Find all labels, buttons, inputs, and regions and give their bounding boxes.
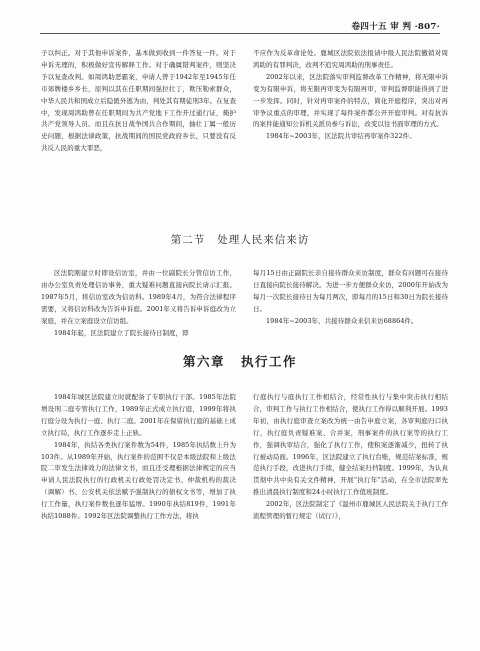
paragraph: 每月15日由正副院长亲自接待群众来访制度，群众有问题可在接待日直接向院长接待解决。为进一步方便群众来访，2000年开始改为每月一次院长接待日为每月两次，即每月的15日和30日为院长接待日。 bbox=[253, 269, 448, 313]
block1-left-column bbox=[41, 48, 236, 155]
paragraph: 1984年，执结各类执行案件数为54件，1985年执结数上升为103件。从1989年开始，执行案件的范围不仅是本级法院和上级法院二审发生法律效力的法律文书，而且还受理根据法律规定的应当申请人民法院执行的行政机关行政处罚决定书、仲裁机构的裁决（调解）书、公安机关依法赋予强制执行的债权文书等，增加了执行工作量，执行案件数也逐年猛增。1990年执结819件，1991年执结1088件。1992年区法院调整执行工作方法，将执 bbox=[41, 440, 236, 521]
section-title: 处理人民来信来访 bbox=[217, 234, 310, 246]
paragraph: 行庭执行与庭执行工作相结合，经常性执行与集中突击执行相结合，审判工作与执行工作相结合，使执行工作得以顺利开展。1993年初，由执行庭审查立案改为统一由告申庭立案，各审判庭归口执行，执行庭负责疑难案、合并案，刑事案件的执行案等的执行工作，强调执审结合，强化了执行工作，使积案逐渐减少，扭转了执行被动局面。1996年，区法院建立了执行台账，规范结案标准，规范执行手段，改进执行手续，健全结案归档制度。1999年，为认真贯彻中共中央有关文件精神，开展“执行年”活动，在全市法院率先推出清晨执行制度和24小时执行工作值班制度。 bbox=[253, 393, 448, 497]
running-head-text: 卷四十五 审 判 ·807· bbox=[351, 22, 440, 32]
paragraph: 1984年~2003年，共接待群众来信来访68864件。 bbox=[266, 316, 418, 325]
block2-left-column bbox=[41, 268, 236, 339]
block3-left-column bbox=[41, 392, 236, 523]
paragraph: 不应作为反革命论处。鹿城区法院依法报请中级人民法院撤销对周鸿助的有罪判决，改判不追究周鸿助的刑事责任。 bbox=[253, 49, 448, 69]
chapter-number: 第六章 bbox=[182, 354, 225, 369]
chapter-heading bbox=[0, 352, 480, 370]
paragraph: 1984年起，区法院建立了院长接待日制度，即 bbox=[54, 328, 189, 337]
paragraph: 1984年城区法院建立时就配备了专职执行干部。1985年法院增设刑二庭专管执行工作，1989年正式成立执行庭，1999年将执行庭分设为执行一庭、执行二庭。2001年在保留执行庭的基础上成立执行局，执行工作逐步走上正轨。 bbox=[41, 393, 236, 437]
section-heading bbox=[0, 232, 480, 247]
paragraph: 子以纠正。对于其他申诉案件，基本做到收到一件答复一件。对于申诉无理的，积极做好宣传解释工作。对于确属错判案件，则坚决予以复查改判。如周鸿助恶霸案，申请人曾于1942年至1945年任市郊牌楼乡乡长，原判以其在任职期间强拉壮丁，欺压勒索群众，中华人民共和国成立后隐匿外逃为由，判处其有期徒刑3年。在复查中，发现周鸿助曾在任职期间为共产党地下工作开过通行证，掩护共产党领导人员。而且在抗日战争国共合作期间，抽壮丁属一般历史问题，根据法律政策，抗战期间的国民党政府乡长，只要没有反共反人民的重大罪恶， bbox=[41, 49, 236, 153]
paragraph: 1984年~2003年，区法院共审结再审案件322件。 bbox=[266, 132, 416, 141]
block1-right-column bbox=[253, 48, 448, 143]
block2-right-column bbox=[253, 268, 448, 328]
paragraph: 区法院刚建立时即设信访室，并由一位副院长分管信访工作，由办公室负责处理信访事务，重大疑难问题直接向院长请示汇报。1987年5月，将信访室改为信访科。1989年4月，为符合法律程序需要，又将信访科改为告诉申诉庭。2001年又将告诉申诉庭改为立案庭，并在立案庭设立信访组。 bbox=[41, 269, 236, 325]
block3-right-column bbox=[253, 392, 448, 523]
paragraph: 2002年，区法院制定了《温州市鹿城区人民法院关于执行工作流程管理的暂行规定（试行）》， bbox=[253, 500, 448, 521]
section-number: 第二节 bbox=[170, 234, 206, 246]
paragraph: 2002年以来，区法院落实审判监督改革工作精神，将无限申诉变为有限申诉，将无限再审变为有限再审，审判监督职能得到了进一步发挥。同时，针对再审案件的特点，简化开庭程序，突出对再审争议重点的审理，并实现了每件案件都公开开庭审判。对有抗诉的案件能通知公诉机关派员参与诉讼，改变以往书面审理的方式。 bbox=[253, 72, 448, 129]
running-header bbox=[40, 22, 440, 34]
chapter-title: 执行工作 bbox=[241, 354, 298, 369]
